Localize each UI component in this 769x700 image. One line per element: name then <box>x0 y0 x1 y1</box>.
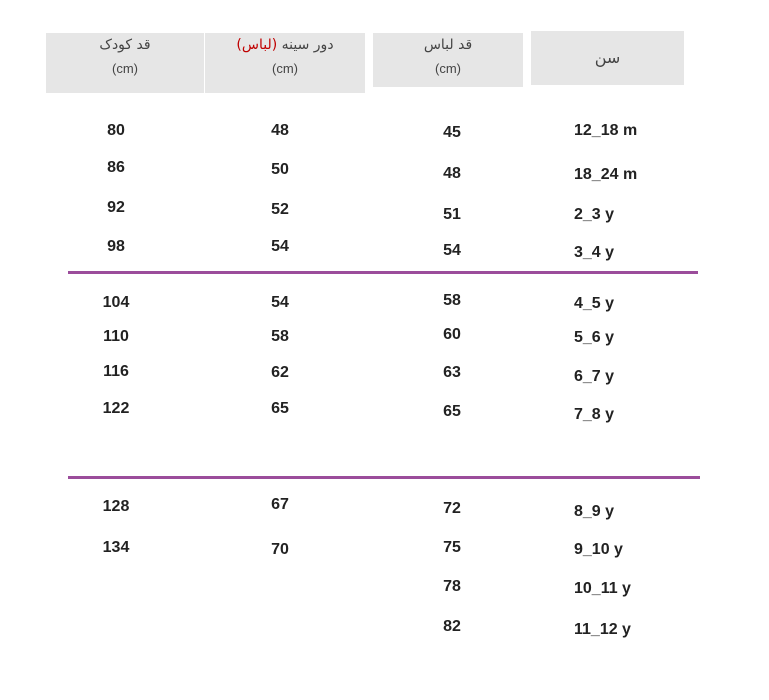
cell-age: 12_18 m <box>574 122 638 139</box>
cell-kid-height: 116 <box>103 363 129 380</box>
header-chest-unit: (cm) <box>272 61 298 76</box>
cell-chest: 58 <box>271 328 289 345</box>
cell-age: 4_5 y <box>574 295 615 312</box>
cell-chest: 70 <box>271 541 289 558</box>
header-chest-label: دور سینه <box>281 37 334 53</box>
header-garment-length <box>373 33 523 87</box>
header-age <box>531 31 684 85</box>
cell-garment-length: 48 <box>443 165 461 182</box>
header-chest <box>205 33 365 93</box>
header-chest-note: (لباس) <box>236 37 278 53</box>
cell-chest: 54 <box>271 294 289 311</box>
cell-chest: 48 <box>271 122 289 139</box>
header-chest-title <box>205 37 365 53</box>
cell-age: 9_10 y <box>574 541 623 558</box>
cell-age: 8_9 y <box>574 503 615 520</box>
cell-chest: 67 <box>271 496 289 513</box>
cell-garment-length: 54 <box>443 242 461 259</box>
header-garment-length-unit: (cm) <box>435 61 461 76</box>
cell-kid-height: 92 <box>107 199 125 216</box>
cell-kid-height: 86 <box>107 159 125 176</box>
cell-garment-length: 60 <box>443 326 461 343</box>
cell-garment-length: 78 <box>443 578 461 595</box>
cell-kid-height: 122 <box>102 400 130 417</box>
cell-kid-height: 80 <box>107 122 125 139</box>
cell-garment-length: 51 <box>443 206 461 223</box>
cell-kid-height: 128 <box>102 498 130 515</box>
header-age-title: سن <box>594 48 621 67</box>
header-kid-height-title: قد کودک <box>99 37 151 53</box>
cell-kid-height: 104 <box>102 294 130 311</box>
cell-age: 3_4 y <box>574 244 615 261</box>
cell-chest: 54 <box>271 238 289 255</box>
group-separator <box>68 476 700 479</box>
header-kid-height <box>46 33 204 93</box>
cell-kid-height: 110 <box>103 328 129 345</box>
cell-garment-length: 82 <box>443 618 461 635</box>
cell-kid-height: 134 <box>102 539 130 556</box>
group-separator <box>68 271 698 274</box>
cell-age: 18_24 m <box>574 166 638 183</box>
cell-age: 11_12 y <box>574 621 631 638</box>
cell-chest: 62 <box>271 364 289 381</box>
cell-kid-height: 98 <box>107 238 125 255</box>
cell-age: 7_8 y <box>574 406 615 423</box>
cell-chest: 65 <box>271 400 289 417</box>
cell-age: 6_7 y <box>574 368 615 385</box>
cell-age: 5_6 y <box>574 329 615 346</box>
cell-garment-length: 65 <box>443 403 461 420</box>
header-garment-length-title: قد لباس <box>423 37 473 53</box>
cell-garment-length: 72 <box>443 500 461 517</box>
cell-garment-length: 63 <box>443 364 461 381</box>
cell-garment-length: 75 <box>443 539 461 556</box>
header-kid-height-unit: (cm) <box>112 61 138 76</box>
cell-garment-length: 58 <box>443 292 461 309</box>
cell-age: 10_11 y <box>574 580 631 597</box>
cell-age: 2_3 y <box>574 206 615 223</box>
cell-chest: 50 <box>271 161 289 178</box>
cell-garment-length: 45 <box>443 124 461 141</box>
cell-chest: 52 <box>271 201 289 218</box>
clip-mask <box>0 582 420 596</box>
